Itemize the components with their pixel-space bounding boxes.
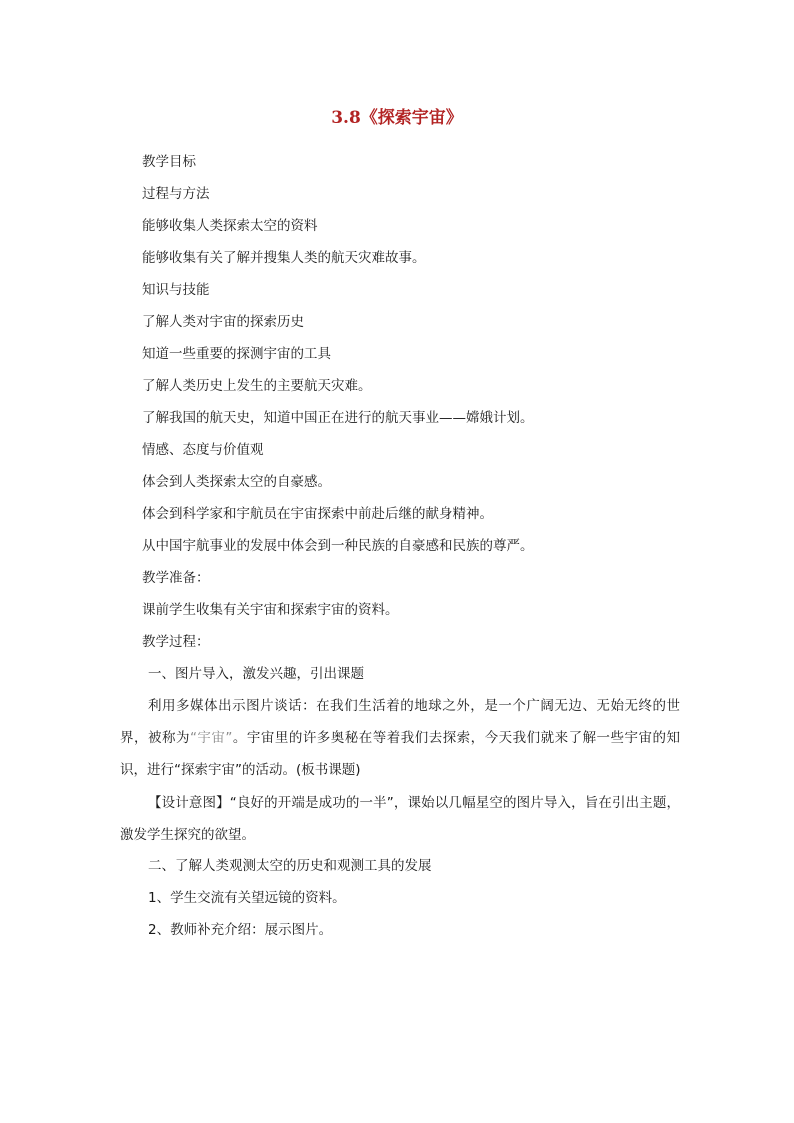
text-line: 情感、态度与价值观 — [142, 442, 264, 458]
document-title: 3.8《探索宇宙》 — [331, 108, 463, 128]
intro-text-part2: 。宇宙里的许多奥秘在等着我们去探索，今天我们就来了解一些宇宙的知识，进行“探索宇宙”的活动。(板书课题) — [120, 730, 680, 778]
text-line: 教学目标 — [142, 154, 196, 170]
intro-text-part1: 利用多媒体出示图片谈话：在我们生活着的地球之外，是一个广阔无边、无始无终的世界，被称为 — [120, 698, 680, 746]
text-line: 过程与方法 — [142, 186, 210, 202]
text-line: 体会到科学家和宇航员在宇宙探索中前赴后继的献身精神。 — [142, 506, 493, 522]
quoted-term: “宇宙” — [189, 730, 233, 746]
section-heading: 二、了解人类观测太空的历史和观测工具的发展 — [148, 858, 432, 874]
text-line: 1、学生交流有关望远镜的资料。 — [148, 890, 346, 906]
text-line: 能够收集有关了解并搜集人类的航天灾难故事。 — [142, 250, 426, 266]
text-line: 教学过程： — [142, 634, 210, 650]
text-line: 体会到人类探索太空的自豪感。 — [142, 474, 331, 490]
text-line: 课前学生收集有关宇宙和探索宇宙的资料。 — [142, 602, 399, 618]
section-heading: 一、图片导入，激发兴趣，引出课题 — [148, 666, 364, 682]
text-line: 了解人类对宇宙的探索历史 — [142, 314, 304, 330]
text-line: 知识与技能 — [142, 282, 210, 298]
text-line: 了解人类历史上发生的主要航天灾难。 — [142, 378, 372, 394]
design-intent-paragraph: 【设计意图】“良好的开端是成功的一半”，课始以几幅星空的图片导入，旨在引出主题，激发学生探究的欲望。 — [120, 795, 680, 843]
text-line: 2、教师补充介绍：展示图片。 — [148, 922, 333, 938]
text-line: 能够收集人类探索太空的资料 — [142, 218, 318, 234]
text-line: 了解我国的航天史，知道中国正在进行的航天事业——嫦娥计划。 — [142, 410, 534, 426]
text-line: 从中国宇航事业的发展中体会到一种民族的自豪感和民族的尊严。 — [142, 538, 534, 554]
intro-paragraph — [120, 690, 680, 786]
text-line: 知道一些重要的探测宇宙的工具 — [142, 346, 331, 362]
text-line: 教学准备： — [142, 570, 210, 586]
